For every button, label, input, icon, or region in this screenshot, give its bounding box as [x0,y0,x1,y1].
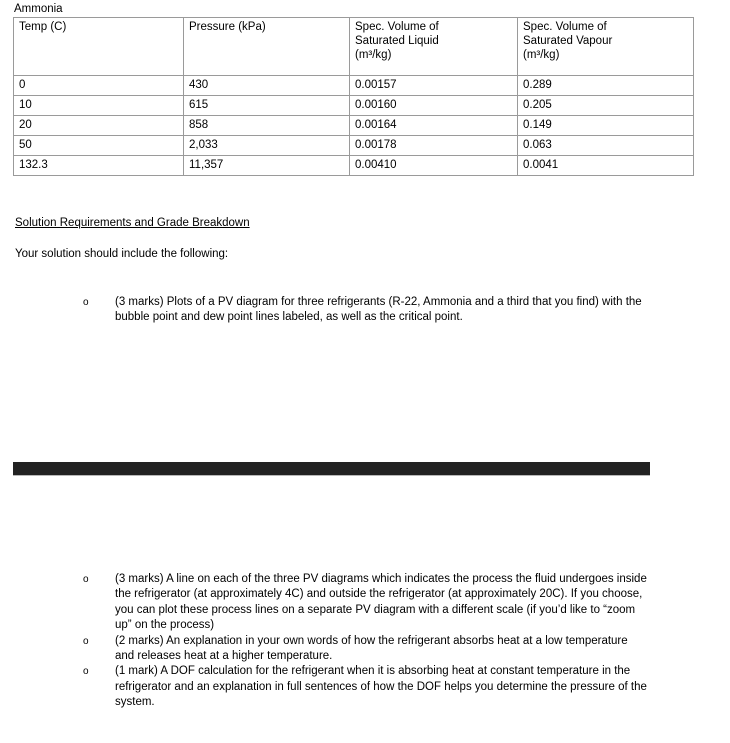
cell-temp: 132.3 [14,156,184,176]
section-heading: Solution Requirements and Grade Breakdown [15,217,250,229]
cell-pressure: 430 [184,76,350,96]
column-header-vapour-line-2: Saturated Vapour [523,35,613,48]
requirements-list-top [83,295,649,326]
table-body [14,76,694,176]
cell-v-liquid: 0.00164 [350,116,518,136]
cell-v-liquid: 0.00157 [350,76,518,96]
column-header-temp-line-1: Temp (C) [19,21,67,33]
cell-pressure: 858 [184,116,350,136]
list-item-text: (1 mark) A DOF calculation for the refrigerant when it is absorbing heat at constant temperature in the refrigerator and an explanation in full sentences of how the DOF helps you determine the pressure of the system. [115,665,647,709]
cell-temp: 0 [14,76,184,96]
cell-temp: 20 [14,116,184,136]
list-item [83,664,649,710]
column-header-pressure-line-1: Pressure (kPa) [189,21,266,33]
bullet-marker-icon: o [83,297,89,308]
bullet-marker-icon: o [83,574,89,585]
cell-v-vapour: 0.149 [518,116,694,136]
table-header [14,18,694,76]
list-item [83,572,649,634]
column-header-liquid-line-2: Saturated Liquid [355,35,439,48]
cell-temp: 10 [14,96,184,116]
ammonia-properties-table [13,17,694,176]
table-row [14,76,694,96]
column-header-spec-volume-vapour [518,18,694,76]
table-caption: Ammonia [14,3,63,15]
table-row [14,156,694,176]
lead-in-text: Your solution should include the following: [15,248,229,260]
cell-v-vapour: 0.205 [518,96,694,116]
cell-v-liquid: 0.00410 [350,156,518,176]
column-header-vapour-line-1: Spec. Volume of [523,21,607,33]
black-separator-bar [13,462,650,475]
column-header-liquid-line-3: (m³/kg) [355,49,392,62]
requirements-list-bottom [83,572,649,711]
table-row [14,96,694,116]
black-separator-bar-shadow [13,475,650,476]
bullet-marker-icon: o [83,635,89,647]
table-header-row [14,18,694,76]
list-item [83,634,649,665]
table-row [14,116,694,136]
column-header-temp [14,18,184,76]
column-header-pressure [184,18,350,76]
cell-temp: 50 [14,136,184,156]
list-item [83,295,649,326]
column-header-liquid-line-1: Spec. Volume of [355,21,439,33]
ammonia-properties-table-container [13,17,649,176]
cell-v-liquid: 0.00178 [350,136,518,156]
cell-pressure: 615 [184,96,350,116]
column-header-vapour-line-3: (m³/kg) [523,49,560,62]
cell-v-vapour: 0.0041 [518,156,694,176]
cell-pressure: 2,033 [184,136,350,156]
cell-v-liquid: 0.00160 [350,96,518,116]
list-item-text: (3 marks) A line on each of the three PV diagrams which indicates the process the fluid undergoes inside the refrigerator (at approximately 4C) and outside the refrigerator (at approximately 20C). If you choose, you can plot these process lines on a separate PV diagram with a different scale (if you’d like to “zoom up” on the process) [115,573,647,632]
table-row [14,136,694,156]
column-header-spec-volume-liquid [350,18,518,76]
cell-pressure: 11,357 [184,156,350,176]
list-item-text: (3 marks) Plots of a PV diagram for three refrigerants (R-22, Ammonia and a third that you find) with the bubble point and dew point lines labeled, as well as the critical point. [115,296,642,324]
bullet-marker-icon: o [83,666,89,678]
cell-v-vapour: 0.289 [518,76,694,96]
cell-v-vapour: 0.063 [518,136,694,156]
list-item-text: (2 marks) An explanation in your own words of how the refrigerant absorbs heat at a low temperature and releases heat at a higher temperature. [115,634,628,663]
